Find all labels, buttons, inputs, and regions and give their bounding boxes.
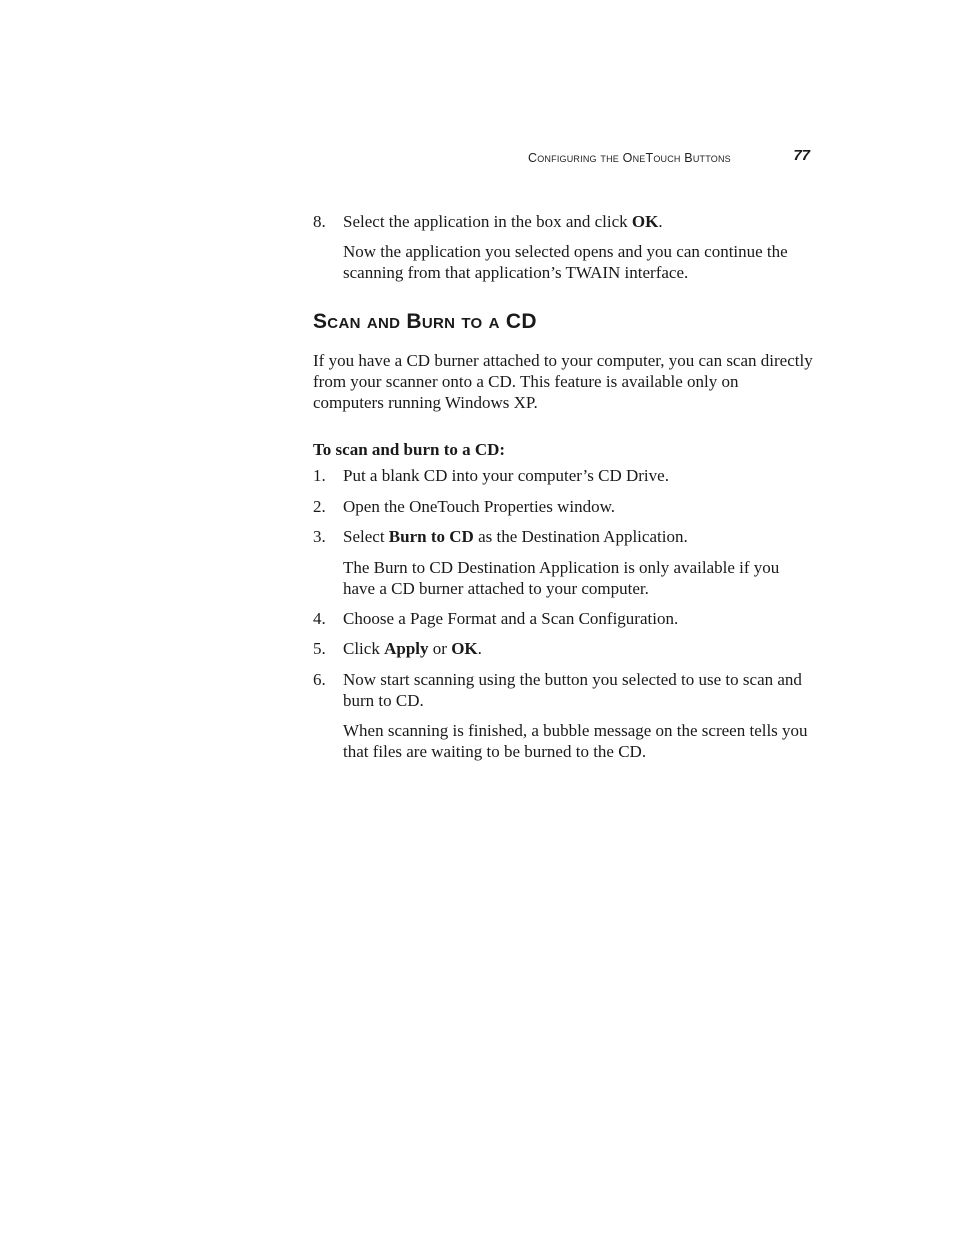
step-bold-term: OK (451, 639, 478, 658)
running-head: Configuring the OneTouch Buttons (528, 151, 731, 165)
step-text: Open the OneTouch Properties window. (343, 497, 616, 516)
section-intro: If you have a CD burner attached to your computer, you can scan directly from your scanner onto a CD. This feature is available only on computers running Windows XP. (313, 351, 813, 412)
section-heading: Scan and Burn to a CD (313, 310, 537, 333)
step-text: Now start scanning using the button you selected to use to scan and burn to CD. (343, 670, 802, 710)
step-number: 2. (313, 497, 326, 516)
page-number: 77 (793, 147, 810, 164)
step-bold-term: Burn to CD (388, 527, 474, 546)
step-text (343, 526, 813, 547)
step-bold-term: Apply (384, 639, 429, 658)
page-header (528, 147, 810, 169)
step-number: 6. (313, 670, 326, 689)
step-text-part: as the Destination Application. (473, 527, 688, 546)
step-note: When scanning is finished, a bubble message on the screen tells you that files are waiting to be burned to the CD. (343, 721, 808, 761)
step-text: Put a blank CD into your computer’s CD Drive. (343, 466, 669, 485)
step-number: 3. (313, 527, 326, 546)
step-note: The Burn to CD Destination Application is only available if you have a CD burner attached to your computer. (343, 558, 780, 598)
step-text-part: Click (343, 639, 385, 658)
step-text: Choose a Page Format and a Scan Configuration. (343, 609, 679, 628)
procedure-title: To scan and burn to a CD: (313, 440, 506, 459)
step-number: 1. (313, 466, 326, 485)
step-text-part: Select (343, 527, 389, 546)
step-text-part: . (477, 639, 482, 658)
step-text (343, 638, 813, 659)
step-number: 5. (313, 639, 326, 658)
step-text (343, 211, 813, 232)
step-text-part: . (658, 212, 663, 231)
step-note: Now the application you selected opens and you can continue the scanning from that application’s TWAIN interface. (343, 242, 788, 282)
step-bold-term: OK (631, 212, 659, 231)
step-text-part: Select the application in the box and click (343, 212, 632, 231)
step-number: 8. (313, 212, 326, 231)
step-text-part: or (428, 639, 452, 658)
step-number: 4. (313, 609, 326, 628)
